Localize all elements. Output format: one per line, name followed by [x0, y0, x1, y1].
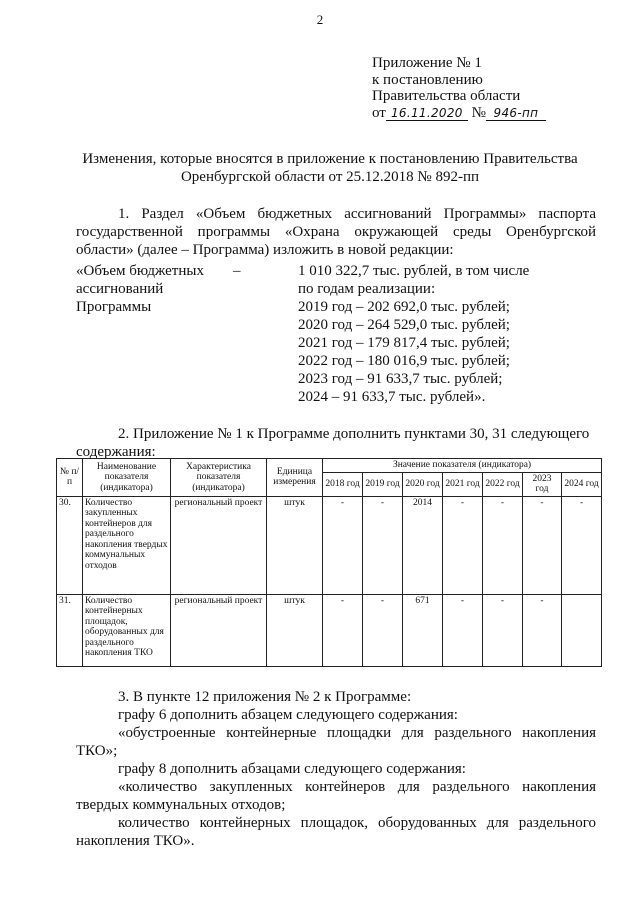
budget-2024: 2024 – 91 633,7 тыс. рублей». — [298, 389, 486, 405]
section-2-text: 2. Приложение № 1 к Программе дополнить пунктами 30, 31 следующего содержания: — [76, 426, 590, 460]
row-value: 2014 — [403, 496, 443, 594]
section-3-line-2: графу 6 дополнить абзацем следующего содержания: — [118, 707, 458, 723]
header-name: Наименование показателя (индикатора) — [83, 459, 171, 497]
row-num: 30. — [57, 496, 83, 594]
row-value — [562, 594, 602, 666]
section-3-line-5: «количество закупленных контейнеров для раздельного накопления твердых коммунальных отходов; — [76, 779, 596, 813]
budget-2020: 2020 год – 264 529,0 тыс. рублей; — [298, 317, 510, 333]
header-characteristic: Характеристика показателя (индикатора) — [171, 459, 267, 497]
appendix-line-1: Приложение № 1 — [372, 55, 482, 71]
number-prefix: № — [471, 104, 486, 121]
table-row — [57, 594, 602, 666]
row-unit: штук — [267, 496, 323, 594]
table-row — [57, 496, 602, 594]
handwritten-date: 16.11.2020 — [386, 107, 468, 121]
row-unit: штук — [267, 594, 323, 666]
section-3-line-3: «обустроенные контейнерные площадки для раздельного накопления ТКО»; — [76, 725, 596, 759]
row-characteristic: региональный проект — [171, 496, 267, 594]
row-value: - — [523, 594, 562, 666]
budget-2023: 2023 год – 91 633,7 тыс. рублей; — [298, 371, 503, 387]
row-value: - — [323, 594, 363, 666]
appendix-line-2: к постановлению — [372, 71, 483, 88]
budget-dash: – — [233, 263, 241, 279]
budget-2021: 2021 год – 179 817,4 тыс. рублей; — [298, 335, 510, 351]
header-year: 2023 год — [523, 472, 562, 496]
row-value: - — [523, 496, 562, 594]
budget-label-line-2: ассигнований — [76, 281, 164, 297]
appendix-line-3: Правительства области — [372, 88, 521, 104]
row-value: - — [562, 496, 602, 594]
budget-total: 1 010 322,7 тыс. рублей, в том числе — [298, 263, 530, 279]
indicators-table — [56, 458, 602, 667]
page-number: 2 — [316, 12, 324, 27]
header-values: Значение показателя (индикатора) — [323, 459, 602, 473]
budget-label-line-3: Программы — [76, 299, 152, 315]
row-value: - — [483, 496, 523, 594]
header-unit: Единица измерения — [267, 459, 323, 497]
header-year: 2022 год — [483, 472, 523, 496]
row-name: Количество закупленных контейнеров для раздельного накопления твердых коммунальных отходов — [83, 496, 171, 594]
budget-2019: 2019 год – 202 692,0 тыс. рублей; — [298, 299, 510, 315]
heading-line-1: Изменения, которые вносятся в приложение к постановлению Правительства — [82, 151, 578, 167]
row-name: Количество контейнерных площадок, оборудованных для раздельного накопления ТКО — [83, 594, 171, 666]
row-num: 31. — [57, 594, 83, 666]
section-3-title: 3. В пункте 12 приложения № 2 к Программе: — [118, 689, 412, 705]
document-heading — [60, 150, 600, 186]
header-year: 2019 год — [363, 472, 403, 496]
row-value: 671 — [403, 594, 443, 666]
header-year: 2018 год — [323, 472, 363, 496]
budget-label — [76, 262, 226, 316]
header-year: 2020 год — [403, 472, 443, 496]
header-year: 2024 год — [562, 472, 602, 496]
section-3 — [76, 688, 596, 850]
date-prefix: от — [372, 104, 386, 121]
appendix-date-line — [372, 105, 612, 122]
row-characteristic: региональный проект — [171, 594, 267, 666]
section-1-text: 1. Раздел «Объем бюджетных ассигнований Программы» паспорта государственной программы «Охрана окружающей среды Оренбургской области» (далее – Программа) изложить в новой редакции: — [76, 206, 596, 258]
row-value: - — [363, 496, 403, 594]
handwritten-number: 946-пп — [486, 107, 546, 121]
header-num: № п/п — [57, 459, 83, 497]
heading-line-2: Оренбургской области от 25.12.2018 № 892-пп — [180, 169, 480, 185]
row-value: - — [443, 496, 483, 594]
section-3-line-4: графу 8 дополнить абзацами следующего содержания: — [118, 761, 466, 777]
row-value: - — [483, 594, 523, 666]
row-value: - — [323, 496, 363, 594]
budget-2022: 2022 год – 180 016,9 тыс. рублей; — [298, 353, 510, 369]
row-value: - — [363, 594, 403, 666]
header-year: 2021 год — [443, 472, 483, 496]
budget-values — [298, 262, 598, 406]
budget-by-years: по годам реализации: — [298, 281, 436, 297]
budget-label-line-1: «Объем бюджетных — [76, 263, 204, 279]
appendix-block — [372, 55, 612, 121]
row-value: - — [443, 594, 483, 666]
section-3-line-6: количество контейнерных площадок, оборудованных для раздельного накопления ТКО». — [76, 815, 596, 849]
